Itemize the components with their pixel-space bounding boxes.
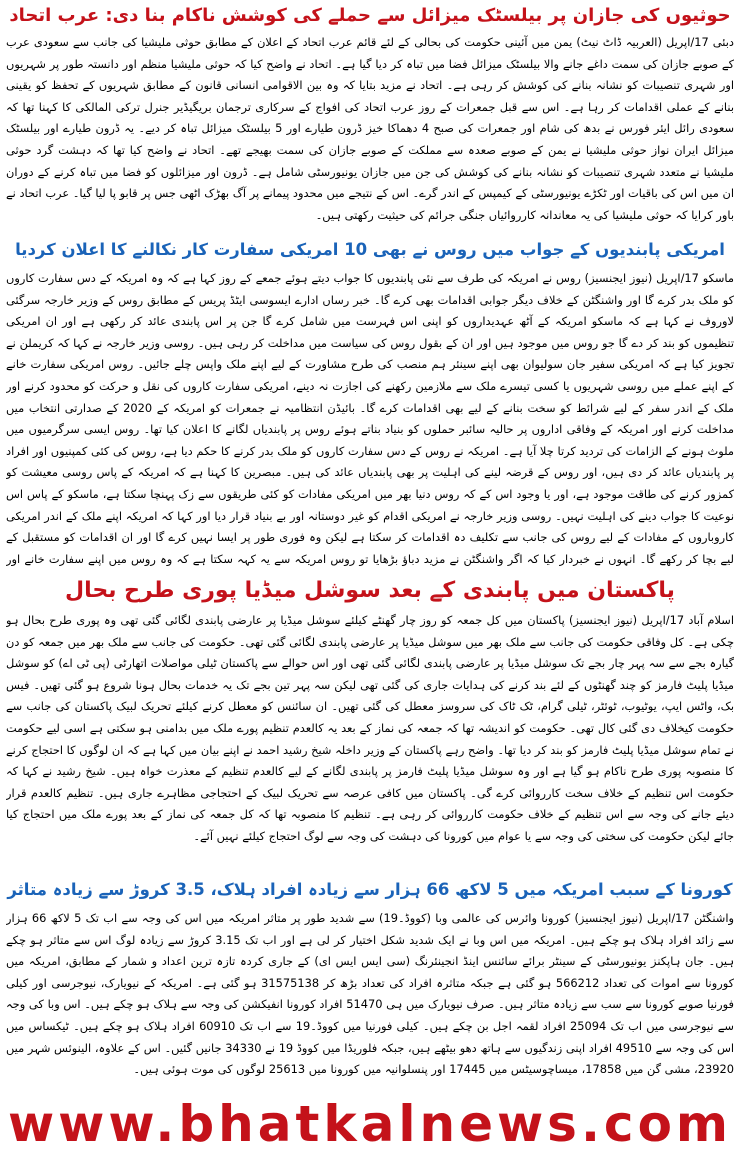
article-body: ماسکو 17/اپریل (نیوز ایجنسیز) روس نے امریکہ کی طرف سے نئی پابندیوں کا جواب دیتے ہوئے جمعے کے روز کہا ہے کہ وہ امریکہ کے دس سفارت کاروں کو ملک بدر کرے گا اور واشنگٹن کے خلاف دیگر جوابی اقدامات بھی کرے گا۔ خبر رساں ادارے ایسوسی ایٹڈ پریس کے مطابق روس کے وزیر خارجہ سرگئی لاوروف نے کہا ہے کہ ماسکو امریکہ کے آٹھ عہدیداروں کو اپنی اس فہرست میں شامل کرے گا جن پر اس پابندی عائد کر رکھی ہے اور ان امریکی تنظیموں کو بند کر دے گا جو روس میں موجود ہیں اور ان کے بقول روس کی سیاست میں مداخلت کر رہی ہیں۔ روسی وزیر خارجہ نے کہا کہ کریملن نے تجویز کیا ہے کہ امریکی سفیر جان سولیوان بھی اپنے سینئر ہم منصب کی طرح مشاورت کے لیے اپنے ملک واپس چلے جائیں۔ روس امریکی سفارت خانے کے اپنے عملے میں روسی شہریوں یا کسی تیسرے ملک سے ملازمین رکھنے کی اجازت نہ دینے، امریکی سفارت کاروں کی نقل و حرکت کو محدود کرنے اور ملک کے اندر سفر کے لیے شرائط کو سخت بنانے کے لیے بھی اقدامات کرے گا۔ بائیڈن انتظامیہ نے جمعرات کو امریکہ کے 2020 کے صدارتی انتخاب میں مداخلت کرنے اور امریکہ کے وفاقی اداروں پر حالیہ سائبر حملوں کو بنیاد بناتے ہوئے روس پر پابندیاں لگانے کا اعلان کیا تھا۔ روس ایسی سرگرمیوں میں ملوث ہونے کے الزامات کی تردید کرتا چلا آیا ہے۔ امریکہ نے روس کے دس سفارت کاروں کو ملک بدر کرنے کا حکم دیا ہے، روس کی کئی کمپنیوں اور افراد پر پابندیاں عائد کر دی ہیں، اور روس کے قرضہ لینے کی اہلیت پر بھی پابندیاں عائد کی ہیں۔ مبصرین کا کہنا ہے کہ امریکہ کے پاس روسی معیشت کو کمزور کرنے کی طاقت موجود ہے، اور یا وجود اس کے کہ روس دنیا بھر میں امریکی مفادات کو کئی طریقوں سے زک پہنچا سکتا ہے، ماسکو کے پاس اس نوعیت کا جواب دینے کی اہلیت نہیں۔ روسی وزیر خارجہ نے امریکی اقدام کو غیر دوستانہ اور بے بنیاد قرار دیا اور کہا کہ امریکہ اپنے ملک کے اندر امریکی کاروباروں کے مفادات کے لیے روس کی جانب سے تکلیف دہ اقدامات کر سکتا ہے لیکن وہ فوری طور پر ایسا نہیں کرے گا اور ان اقدامات کو مستقبل کے لیے بچا کر رکھے گا۔ انہوں نے خبردار کیا کہ اگر واشنگٹن نے مزید دباؤ بڑھایا تو روس امریکہ سے یہ کہہ سکتا ہے کہ وہ روس میں اپنے سفارت خانے اور	[6, 271, 734, 566]
article-body: دبئی 17/اپریل (العربیہ ڈاٹ نیٹ) یمن میں آئینی حکومت کی بحالی کے لئے قائم عرب اتحاد کے اعلان کے مطابق حوثی ملیشیا کی جانب سے سعودی عرب کے صوبے جازان کی سمت داغے جانے والا بیلسٹک میزائل فضا میں تباہ کر دیا گیا ہے۔ اتحاد نے واضح کیا کہ حوثی ملیشیا منظم اور دانستہ طور پر شہریوں اور شہری تنصیبات کو نشانہ بنانے کی کوشش کر رہی ہے۔ اتحاد نے مزید بتایا کہ وہ بین الاقوامی انسانی قانون کے مطابق شہریوں کے تحفظ کو یقینی بنانے کے عملی اقدامات کر رہا ہے۔ اس سے قبل جمعرات کے روز عرب اتحاد کی افواج کے سرکاری ترجمان بریگیڈیر جنرل ترکی المالکی کا کہنا تھا کہ سعودی رائل ایئر فورس نے بدھ کی شام اور جمعرات کی صبح 4 دھماکا خیز ڈرون طیارے اور 5 بیلسٹک میزائل تباہ کر دیے۔ یہ ڈرون طیارے اور بیلسٹک میزائل ایران نواز حوثی ملیشیا نے یمن کے صوبے صعدہ سے مملکت کے صوبے جازان کی سمت بھیجے تھے۔ اتحاد نے واضح کیا تھا کہ دہشت گرد حوثی ملیشیا نے متعدد شہری تنصیبات کو نشانہ بنانے کی کوشش کی جن میں جازان یونیورسٹی شامل ہے۔ ڈرون اور میزائلوں کو فضا میں تباہ کرنے کے دوران ان میں اس کی باقیات اور ٹکڑے یونیورسٹی کے کیمپس کے اندر گرے۔ اس کے نتیجے میں محدود پیمانے پر آگ بھڑک اٹھی جس پر قابو پا لیا گیا۔ عرب اتحاد نے باور کرایا کہ حوثی ملیشیا کی یہ معاندانہ کارروائیاں جنگی جرائم کی حیثیت رکھتی ہیں۔	[6, 35, 734, 222]
article-headline: پاکستان میں پابندی کے بعد سوشل میڈیا پوری طرح بحال	[65, 578, 675, 603]
website-footer: www.bhatkalnews.com	[7, 1095, 733, 1153]
article-houthi-missile	[6, 0, 734, 248]
article-headline: کورونا کے سبب امریکہ میں 5 لاکھ 66 ہزار سے زیادہ افراد ہلاک، 3.5 کروڑ سے زیادہ متاثر	[7, 880, 733, 899]
article-pakistan-social-media	[6, 572, 734, 870]
article-headline: حوثیوں کی جازان پر بیلسٹک میزائل سے حملے کی کوشش ناکام بنا دی: عرب اتحاد	[9, 5, 731, 26]
article-headline: امریکی پابندیوں کے جواب میں روس نے بھی 10 امریکی سفارت کار نکالنے کا اعلان کردیا	[15, 240, 725, 259]
article-body: اسلام آباد 17/اپریل (نیوز ایجنسیز) پاکستان میں کل جمعہ کو روز چار گھنٹے کیلئے سوشل میڈیا پر عارضی پابندی لگائی گئی تھی وہ پوری طرح بحال ہو چکی ہے۔ کل وفاقی حکومت کی جانب سے ملک بھر میں سوشل میڈیا پر عارضی پابندی لگائی گئی تھی۔ حکومت کی جانب سے ملک بھر میں جمعہ کو دن گیارہ بجے سے سہ پہر چار بجے تک سوشل میڈیا پر عارضی پابندی لگائی گئی تھی اور اس حوالے سے پاکستان ٹیلی مواصلات اتھارٹی (پی ٹی اے) کو سوشل میڈیا پلیٹ فارمز کو چند گھنٹوں کے لئے بند کرنے کی ہدایات جاری کی گئی تھی لیکن سہ پہر تین بجے تک یہ خدمات بحال ہونا شروع ہو گئی تھیں۔ فیس بک، واٹس ایپ، یوٹیوب، ٹوئٹر، ٹیلی گرام، ٹک ٹاک کی سروسز معطل کی گئی تھیں۔ ان سائنس کو معطل کرنے کیلئے تحریک لبیک پاکستان کی جانب سے حکومت کیخلاف دی گئی کال تھی۔ حکومت کو اندیشہ تھا کہ جمعہ کی نماز کے بعد یہ کالعدم تنظیم پورے ملک میں بدامنی ہو سکتی ہے اسی لیے حکومت نے تمام سوشل میڈیا پلیٹ فارمز کو بند کر دیا تھا۔ واضح رہے پاکستان کے وزیر داخلہ شیخ رشید احمد نے اپنے بیان میں کہا ہے کہ ان لوگوں کا احتجاج کرنے کا منصوبہ پوری طرح ناکام ہو گیا ہے اور وہ سوشل میڈیا پلیٹ فارمز پر پابندی لگانے کے لیے کالعدم تنظیم کے معذرت خواہ ہیں۔ شیخ رشید نے کہا کہ حکومت اس تنظیم کے خلاف سخت کارروائی کرے گی۔ پاکستان میں کافی عرصہ سے تحریک لبیک کے احتجاجی مظاہرے جاری ہیں۔ تنظیم کالعدم قرار دیئے جانے کی وجہ سے اس تنظیم کے خلاف حکومت کارروائی کر رہی ہے۔ تنظیم کا منصوبہ تھا کہ کل جمعہ کی نماز کے بعد پورے ملک میں احتجاج کیا جائے لیکن حکومت کی سختی کی وجہ سے یا عوام میں کورونا کی دہشت کی وجہ سے لوگ احتجاج کیلئے نہیں آئے۔	[6, 613, 734, 843]
article-us-covid	[6, 872, 734, 1102]
article-body: واشنگٹن 17/اپریل (نیوز ایجنسیز) کورونا وائرس کی عالمی وبا (کووڈ۔19) سے شدید طور پر متاثر امریکہ میں اس کی وجہ سے اب تک 5 لاکھ 66 ہزار سے زائد افراد ہلاک ہو چکے ہیں۔ امریکہ میں اس وبا نے ایک شدید شکل اختیار کر لی ہے اور اب تک 3.15 کروڑ سے زیادہ لوگ اس سے متاثر ہو چکے ہیں۔ جان ہاپکنز یونیورسٹی کے سینٹر برائے سائنس اینڈ انجینئرنگ (سی ایس ایس ای) کے جاری کردہ تازہ ترین اعداد و شمار کے مطابق، امریکہ میں کورونا سے اموات کی تعداد 566212 ہو گئی ہے جبکہ متاثرہ افراد کی تعداد بڑھ کر 31575138 ہو گئی ہے۔ امریکہ کے نیویارک، نیوجرسی اور کیلی فورنیا صوبے کورونا سے سب سے زیادہ متاثر ہیں۔ صرف نیویارک میں ہی 51470 افراد کورونا انفیکشن کی وجہ سے ہلاک ہو چکے ہیں۔ اس وبا کی وجہ سے نیوجرسی میں اب تک 25094 افراد لقمہ اجل بن چکے ہیں۔ کیلی فورنیا میں کووڈ۔19 سے اب تک 60910 افراد ہلاک ہو چکے ہیں۔ ٹیکساس میں اس کی وجہ سے 49510 افراد اپنی زندگیوں سے ہاتھ دھو بیٹھے ہیں، جبکہ فلوریڈا میں کووڈ 19 نے 34330 جانیں گئیں۔ اس کے علاوہ، الینوئس شہر میں 23920، مشی گن میں 17858، میساچوسیٹس میں 17445 اور پنسلوانیہ میں کورونا میں 25613 لوگوں کی موت ہوئی ہیں۔	[6, 911, 734, 1077]
article-russia-diplomats	[6, 232, 734, 570]
